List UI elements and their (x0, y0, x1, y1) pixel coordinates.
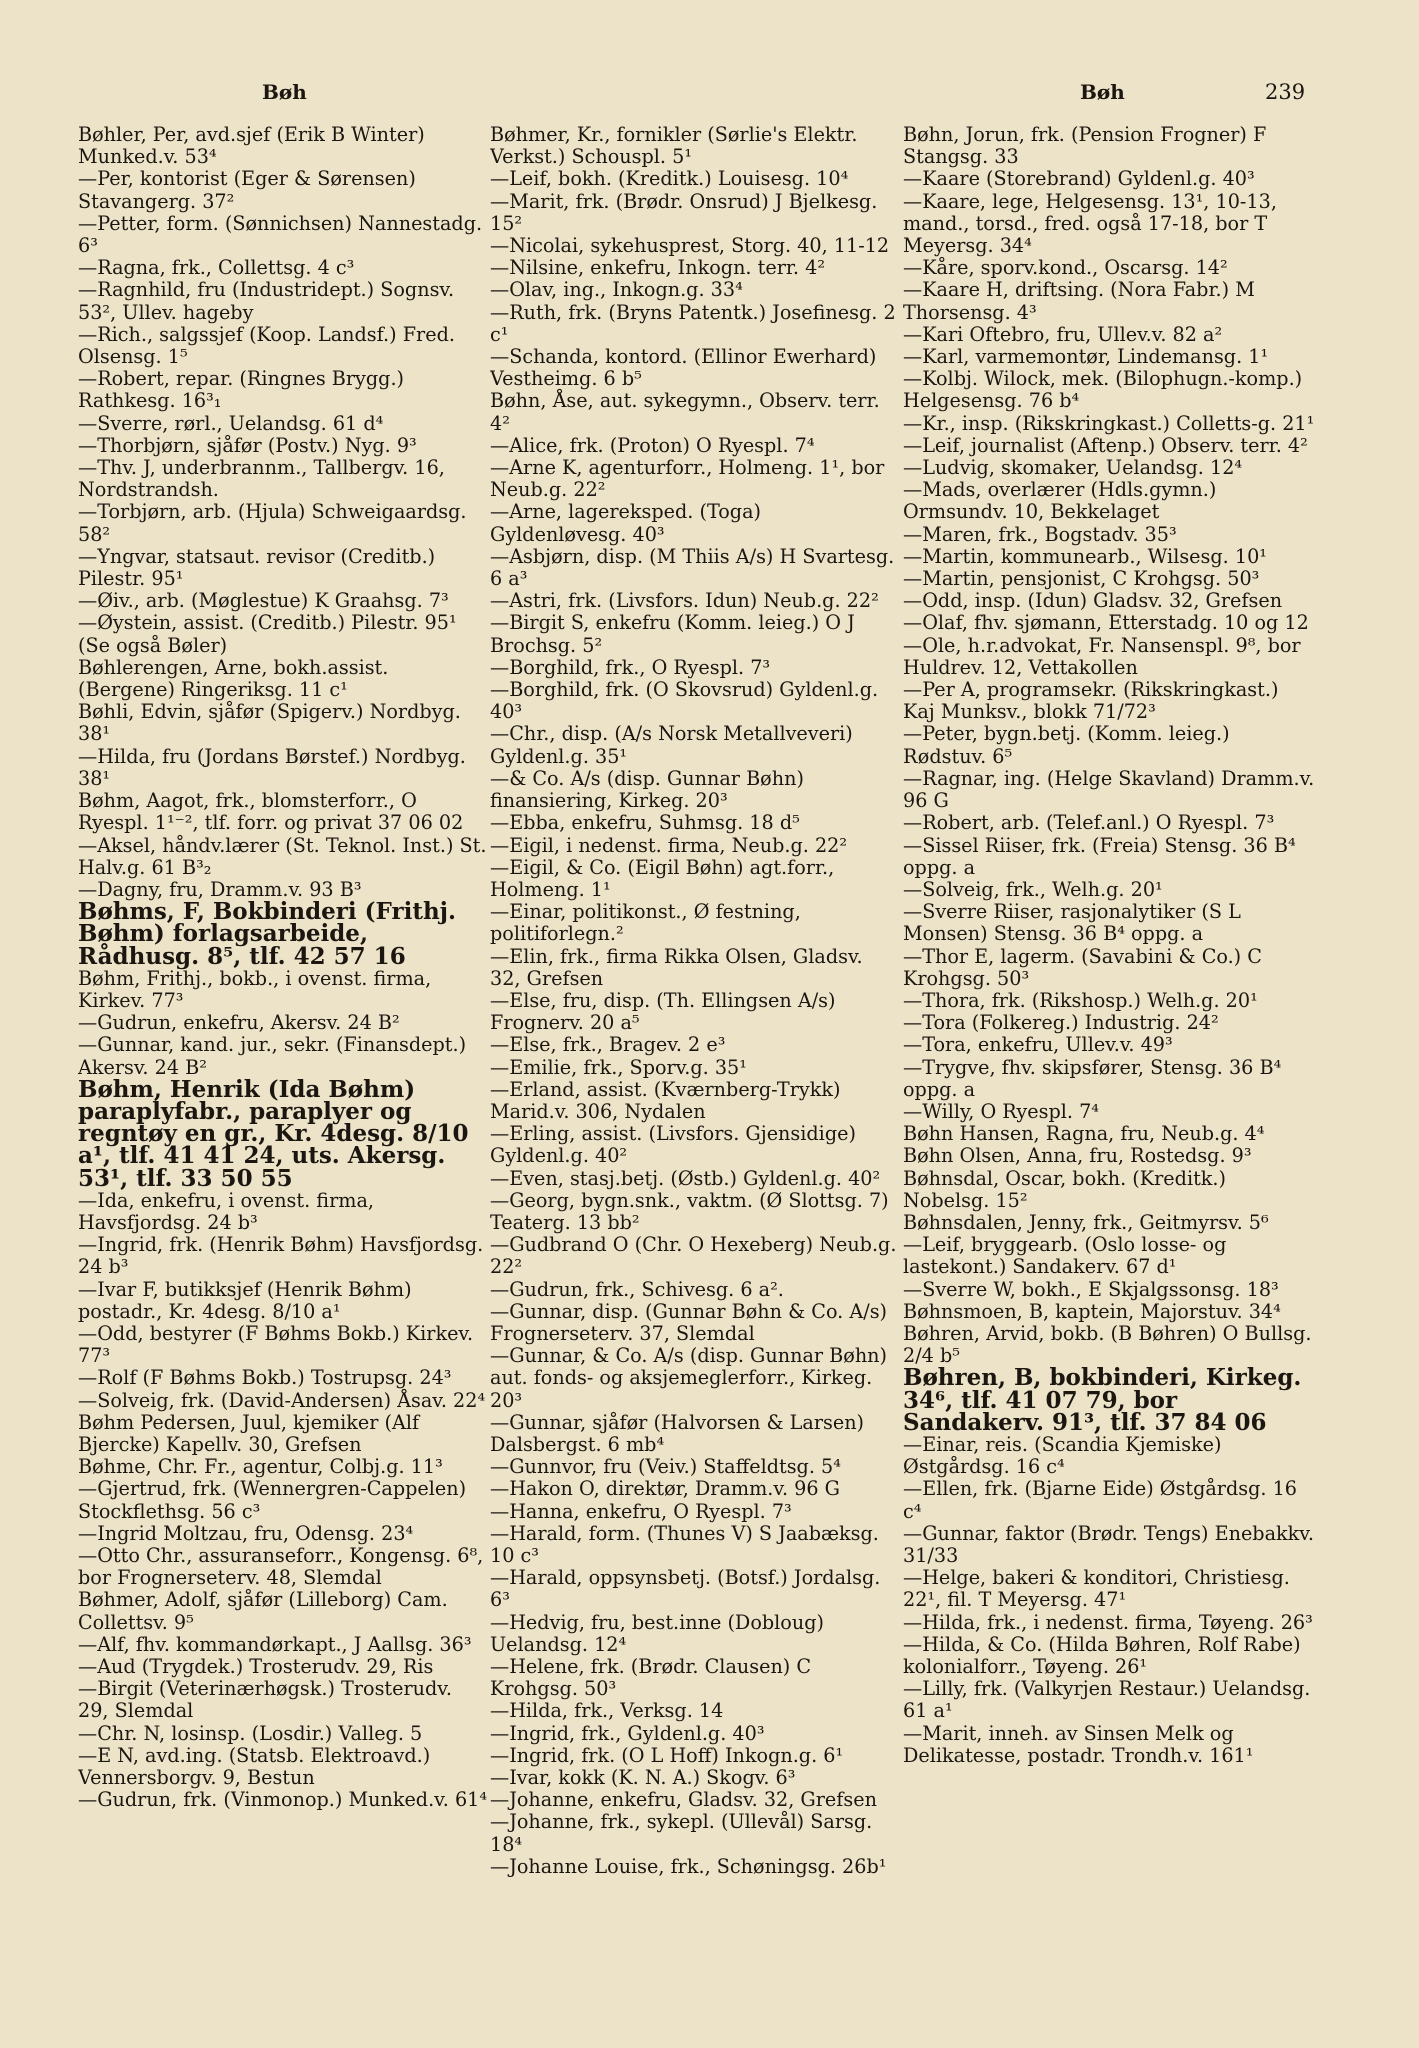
directory-entry: —Hilda, fru (Jordans Børstef.) Nordbyg. 38¹ (78, 744, 466, 790)
directory-entry: Bøhren, B, bokbinderi, Kirkeg. 34⁶, tlf. 41 07 79, bor Sandakerv. 91³, tlf. 37 84 06 (903, 1364, 1302, 1436)
directory-entry: —Petter, form. (Sønnichsen) Nannestadg. 6³ (78, 211, 483, 258)
directory-entry: —Asbjørn, disp. (M Thiis A/s) H Svartesg. 6 a³ (490, 544, 895, 591)
directory-entry: —Gunnar, kand. jur., sekr. (Finansdept.) Akersv. 24 B² (78, 1033, 467, 1079)
directory-entry: —Hedvig, fru, best.inne (Dobloug) Uelandsg. 12⁴ (490, 1610, 824, 1656)
directory-entry: —Maren, frk., Bogstadv. 35³ (903, 522, 1177, 546)
column-2 (490, 124, 898, 2024)
directory-entry: —Per A, programsekr. (Rikskringkast.) Kaj Munksv., blokk 71/72³ (903, 678, 1279, 724)
directory-entry: —Arne K, agenturforr., Holmeng. 1¹, bor Neub.g. 22² (490, 456, 885, 502)
directory-entry: Bøhme, Chr. Fr., agentur, Colbj.g. 11³ (78, 1455, 443, 1479)
directory-entry: —Ingrid, frk., Gyldenl.g. 40³ (490, 1721, 765, 1745)
directory-entry: —Erling, assist. (Livsfors. Gjensidige) Gyldenl.g. 40² (490, 1122, 856, 1168)
directory-entry: —Sverre Riiser, rasjonalytiker (S L Monsen) Stensg. 36 B⁴ oppg. a (903, 900, 1241, 946)
directory-entry: —Gunnar, disp. (Gunnar Bøhn & Co. A/s) Frognerseterv. 37, Slemdal (490, 1299, 888, 1345)
directory-entry: —Ivar, kokk (K. N. A.) Skogv. 6³ (490, 1766, 796, 1790)
directory-entry: Bøhli, Edvin, sjåfør (Spigerv.) Nordbyg. 38¹ (78, 700, 461, 746)
directory-entry: —E N, avd.ing. (Statsb. Elektroavd.) Vennersborgv. 9, Bestun (78, 1743, 431, 1790)
directory-entry: —Dagny, fru, Dramm.v. 93 B³ (78, 877, 362, 901)
column-1 (78, 124, 488, 2024)
directory-entry: —Aksel, håndv.lærer (St. Teknol. Inst.) St. Halv.g. 61 B³₂ (78, 833, 487, 879)
directory-entry: —Marit, frk. (Brødr. Onsrud) J Bjelkesg. 15² (490, 189, 878, 235)
directory-entry: —Aud (Trygdek.) Trosterudv. 29, Ris (78, 1655, 434, 1679)
directory-entry: —Solveig, frk. (David-Andersen) Åsav. 22⁴ (78, 1388, 486, 1412)
directory-entry: —Arne, lagereksped. (Toga) Gyldenløvesg. 40³ (490, 500, 762, 546)
directory-entry: Bøhn, Jorun, frk. (Pension Frogner) F Stangsg. 33 (903, 124, 1267, 169)
directory-entry: —Ingrid, frk. (Henrik Bøhm) Havsfjordsg. 24 b³ (78, 1233, 484, 1279)
directory-entry: —Ida, enkefru, i ovenst. firma, Havsfjordsg. 24 b³ (78, 1188, 375, 1234)
directory-entry: —Yngvar, statsaut. revisor (Creditb.) Pilestr. 95¹ (78, 544, 436, 591)
directory-entry: —Øystein, assist. (Creditb.) Pilestr. 95¹ (Se også Bøler) (78, 611, 457, 657)
directory-entry: Bøhm, Aagot, frk., blomsterforr., O Ryespl. 1¹⁻², tlf. forr. og privat 37 06 02 (78, 789, 464, 835)
directory-entry: —Hilda, & Co. (Hilda Bøhren, Rolf Rabe) kolonialforr., Tøyeng. 26¹ (903, 1632, 1301, 1679)
directory-entry: —Gunnar, faktor (Brødr. Tengs) Enebakkv. 31/33 (903, 1521, 1314, 1567)
directory-entry: —Olav, ing., Inkogn.g. 33⁴ (490, 278, 743, 302)
directory-entry: —Chr., disp. (A/s Norsk Metallveveri) Gyldenl.g. 35¹ (490, 722, 853, 768)
directory-entry: —Thorbjørn, sjåfør (Postv.) Nyg. 9³ (78, 433, 417, 457)
directory-entry: —Gudbrand O (Chr. O Hexeberg) Neub.g. 22² (490, 1233, 897, 1279)
directory-entry: —Gudrun, enkefru, Akersv. 24 B² (78, 1011, 400, 1035)
directory-entry: —Øiv., arb. (Møglestue) K Graahsg. 7³ (78, 589, 449, 613)
directory-entry: —Ebba, enkefru, Suhmsg. 18 d⁵ (490, 811, 800, 835)
directory-entry: —Johanne, enkefru, Gladsv. 32, Grefsen (490, 1788, 877, 1812)
directory-entry: —Kaare, lege, Helgesensg. 13¹, 10-13, mand., torsd., fred. også 17-18, bor T Meyersg. 34⁴ (903, 189, 1277, 258)
directory-entry: Bøhnsmoen, B, kaptein, Majorstuv. 34⁴ (903, 1299, 1281, 1323)
directory-entry: —Mads, overlærer (Hdls.gymn.) Ormsundv. 10, Bekkelaget (903, 478, 1217, 524)
directory-entry: —Ivar F, butikksjef (Henrik Bøhm) postadr., Kr. 4desg. 8/10 a¹ (78, 1277, 412, 1323)
directory-entry: —Olaf, fhv. sjømann, Etterstadg. 10 og 12 (903, 611, 1309, 635)
directory-entry: —Helge, bakeri & konditori, Christiesg. 22¹, fil. T Meyersg. 47¹ (903, 1566, 1290, 1612)
directory-entry: —Schanda, kontord. (Ellinor Ewerhard) Vestheimg. 6 b⁵ (490, 345, 877, 391)
directory-entry: —Peter, bygn.betj. (Komm. leieg.) Rødstuv. 6⁵ (903, 722, 1230, 768)
directory-entry: —Leif, bokh. (Kreditk.) Louisesg. 10⁴ (490, 167, 849, 191)
directory-entry: —Eigil, & Co. (Eigil Bøhn) agt.forr., Holmeng. 1¹ (490, 855, 835, 901)
directory-entry: —Kåre, sporv.kond., Oscarsg. 14² (903, 256, 1228, 280)
directory-entry: —Alice, frk. (Proton) O Ryespl. 7⁴ (490, 433, 815, 457)
directory-entry: —Hilda, frk., i nedenst. firma, Tøyeng. 26³ (903, 1610, 1313, 1634)
directory-entry: Bøhler, Per, avd.sjef (Erik B Winter) Munked.v. 53⁴ (78, 124, 425, 169)
directory-entry: Bøhm, Henrik (Ida Bøhm) paraplyfabr., paraplyer og regntøy en gr., Kr. 4desg. 8/10 a¹, tlf. 41 41 24, uts. Akersg. 53¹, tlf. 33 50 55 (78, 1075, 469, 1192)
directory-entry: —Rich., salgssjef (Koop. Landsf.) Fred. Olsensg. 1⁵ (78, 322, 455, 369)
directory-entry: —Lilly, frk. (Valkyrjen Restaur.) Uelandsg. 61 a¹ (903, 1677, 1311, 1723)
header-center: Bøh (1080, 80, 1125, 104)
directory-entry: —Eigil, i nedenst. firma, Neub.g. 22² (490, 833, 848, 857)
directory-entry: Bøhn Hansen, Ragna, fru, Neub.g. 4⁴ (903, 1122, 1265, 1146)
column-3 (903, 124, 1315, 2024)
directory-entry: —Willy, O Ryespl. 7⁴ (903, 1099, 1099, 1123)
directory-entry: —Ingrid Moltzau, fru, Odensg. 23⁴ (78, 1521, 414, 1545)
directory-entry: —Robert, repar. (Ringnes Brygg.) Rathkesg. 16³₁ (78, 367, 405, 413)
directory-entry: —Harald, oppsynsbetj. (Botsf.) Jordalsg. 6³ (490, 1566, 881, 1612)
directory-entry: —Harald, form. (Thunes V) S Jaabæksg. 10 c³ (490, 1521, 879, 1567)
directory-entry: —Ludvig, skomaker, Uelandsg. 12⁴ (903, 456, 1243, 480)
directory-entry: —Kr., insp. (Rikskringkast.) Colletts-g. 21¹ (903, 411, 1315, 435)
directory-entry: —Odd, insp. (Idun) Gladsv. 32, Grefsen (903, 589, 1283, 613)
directory-entry: —Gudrun, frk., Schivesg. 6 a². (490, 1277, 784, 1301)
directory-entry: —Ingrid, frk. (O L Hoff) Inkogn.g. 6¹ (490, 1743, 844, 1767)
directory-entry: —Thv. J, underbrannm., Tallbergv. 16, Nordstrandsh. (78, 456, 445, 502)
directory-entry: —Einar, reis. (Scandia Kjemiske) Østgårdsg. 16 c⁴ (903, 1432, 1222, 1479)
directory-entry: Bøhlerengen, Arne, bokh.assist. (Bergene) Ringeriksg. 11 c¹ (78, 655, 389, 702)
directory-entry: —Birgit (Veterinærhøgsk.) Trosterudv. 29, Slemdal (78, 1677, 452, 1723)
directory-entry: —Karl, varmemontør, Lindemansg. 1¹ (903, 345, 1269, 369)
directory-entry: —Gunnar, sjåfør (Halvorsen & Larsen) Dalsbergst. 6 mb⁴ (490, 1410, 865, 1456)
directory-entry: —Johanne Louise, frk., Schøningsg. 26b¹ (490, 1854, 887, 1878)
directory-entry: —Gudrun, frk. (Vinmonop.) Munked.v. 61⁴ (78, 1788, 488, 1812)
directory-entry: —Rolf (F Bøhms Bokb.) Tostrupsg. 24³ (78, 1366, 452, 1390)
directory-entry: —Even, stasj.betj. (Østb.) Gyldenl.g. 40² (490, 1166, 881, 1190)
directory-entry: —Ragnar, ing. (Helge Skavland) Dramm.v. 96 G (903, 766, 1315, 813)
directory-entry: —Einar, politikonst., Ø festning, politiforlegn.² (490, 900, 801, 946)
directory-entry: Bøhnsdalen, Jenny, frk., Geitmyrsv. 5⁶ (903, 1210, 1269, 1234)
directory-entry: —Sissel Riiser, frk. (Freia) Stensg. 36 B⁴ oppg. a (903, 833, 1296, 879)
directory-entry: Bøhm Pedersen, Juul, kjemiker (Alf Bjercke) Kapellv. 30, Grefsen (78, 1410, 420, 1456)
header-left: Bøh (262, 80, 307, 104)
directory-entry: —Martin, pensjonist, C Krohgsg. 50³ (903, 567, 1260, 591)
directory-entry: —Chr. N, losinsp. (Losdir.) Valleg. 5 (78, 1721, 423, 1745)
directory-entry: —Hakon O, direktør, Dramm.v. 96 G (490, 1477, 840, 1501)
directory-entry: —Borghild, frk., O Ryespl. 7³ (490, 655, 771, 679)
directory-entry: —Johanne, frk., sykepl. (Ullevål) Sarsg. 18⁴ (490, 1810, 873, 1856)
directory-entry: —Birgit S, enkefru (Komm. leieg.) O J Brochsg. 5² (490, 611, 855, 657)
directory-entry: Bøhnsdal, Oscar, bokh. (Kreditk.) Nobelsg. 15² (903, 1166, 1227, 1212)
directory-entry: —Kaare (Storebrand) Gyldenl.g. 40³ (903, 167, 1255, 191)
directory-entry: —Nicolai, sykehusprest, Storg. 40, 11-12 (490, 234, 890, 258)
directory-entry: —Elin, frk., firma Rikka Olsen, Gladsv. 32, Grefsen (490, 944, 863, 990)
directory-entry: Bøhmer, Kr., fornikler (Sørlie's Elektr. Verkst.) Schouspl. 5¹ (490, 124, 858, 169)
directory-entry: —Sverre W, bokh., E Skjalgssonsg. 18³ (903, 1277, 1279, 1301)
directory-entry: —Gjertrud, frk. (Wennergren-Cappelen) Stockflethsg. 56 c³ (78, 1477, 467, 1523)
directory-entry: Bøhm, Frithj., bokb., i ovenst. firma, Kirkev. 77³ (78, 966, 432, 1012)
directory-entry: —Ragna, frk., Collettsg. 4 c³ (78, 256, 355, 280)
directory-entry: —Kari Oftebro, fru, Ullev.v. 82 a² (903, 322, 1223, 346)
directory-entry: —Alf, fhv. kommandørkapt., J Aallsg. 36³ (78, 1632, 472, 1656)
directory-entry: —Robert, arb. (Telef.anl.) O Ryespl. 7³ (903, 811, 1275, 835)
directory-entry: —Ragnhild, fru (Industridept.) Sognsv. 53², Ullev. hageby (78, 278, 455, 324)
directory-entry: —Gunnvor, fru (Veiv.) Staffeldtsg. 5⁴ (490, 1455, 841, 1479)
directory-entry: —Leif, bryggearb. (Oslo losse- og lastekont.) Sandakerv. 67 d¹ (903, 1233, 1227, 1279)
directory-entry: —Martin, kommunearb., Wilsesg. 10¹ (903, 544, 1267, 568)
directory-entry: —Else, frk., Bragev. 2 e³ (490, 1033, 726, 1057)
directory-entry: —Kaare H, driftsing. (Nora Fabr.) M Thorsensg. 4³ (903, 278, 1255, 324)
directory-entry: —Emilie, frk., Sporv.g. 35¹ (490, 1055, 747, 1079)
page-number: 239 (1265, 80, 1306, 104)
directory-entry: —Helene, frk. (Brødr. Clausen) C Krohgsg. 50³ (490, 1655, 812, 1701)
directory-entry: —Marit, inneh. av Sinsen Melk og Delikatesse, postadr. Trondh.v. 161¹ (903, 1721, 1254, 1767)
directory-entry: Bøhren, Arvid, bokb. (B Bøhren) O Bullsg. 2/4 b⁵ (903, 1321, 1312, 1368)
directory-entry: —Sverre, rørl., Uelandsg. 61 d⁴ (78, 411, 384, 435)
directory-entry: —Torbjørn, arb. (Hjula) Schweigaardsg. 58² (78, 500, 467, 546)
directory-entry: —Tora (Folkereg.) Industrig. 24² (903, 1011, 1219, 1035)
directory-entry: —Kolbj. Wilock, mek. (Bilophugn.-komp.) Helgesensg. 76 b⁴ (903, 367, 1303, 413)
directory-entry: —Tora, enkefru, Ullev.v. 49³ (903, 1033, 1173, 1057)
directory-entry: Bøhn Olsen, Anna, fru, Rostedsg. 9³ (903, 1144, 1252, 1168)
directory-entry: —Trygve, fhv. skipsfører, Stensg. 36 B⁴ oppg. a (903, 1055, 1282, 1101)
directory-entry: —Gunnar, & Co. A/s (disp. Gunnar Bøhn) aut. fonds- og aksjemeglerforr., Kirkeg. 20³ (490, 1344, 888, 1412)
directory-entry: —Hilda, frk., Verksg. 14 (490, 1699, 724, 1723)
directory-entry: —Hanna, enkefru, O Ryespl. 7³ (490, 1499, 792, 1523)
directory-entry: —Odd, bestyrer (F Bøhms Bokb.) Kirkev. 77³ (78, 1321, 474, 1368)
directory-entry: —Erland, assist. (Kværnberg-Trykk) Marid.v. 306, Nydalen (490, 1077, 841, 1123)
directory-entry: Bøhmer, Adolf, sjåfør (Lilleborg) Cam. Collettsv. 9⁵ (78, 1588, 448, 1634)
directory-entry: —Nilsine, enkefru, Inkogn. terr. 4² (490, 256, 826, 280)
directory-entry: —Thora, frk. (Rikshosp.) Welh.g. 20¹ (903, 988, 1258, 1012)
directory-entry: —Ellen, frk. (Bjarne Eide) Østgårdsg. 16 c⁴ (903, 1477, 1298, 1523)
directory-entry: —Ruth, frk. (Bryns Patentk.) Josefinesg. 2 c¹ (490, 300, 896, 346)
directory-entry: —Solveig, frk., Welh.g. 20¹ (903, 877, 1163, 901)
directory-entry: —Astri, frk. (Livsfors. Idun) Neub.g. 22² (490, 589, 879, 613)
directory-entry: Bøhms, F, Bokbinderi (Frithj. Bøhm) forlagsarbeide, Rådhusg. 8⁵, tlf. 42 57 16 (78, 898, 457, 970)
directory-entry: —Georg, bygn.snk., vaktm. (Ø Slottsg. 7) Teaterg. 13 bb² (490, 1188, 889, 1234)
directory-entry: —Ole, h.r.advokat, Fr. Nansenspl. 9⁸, bor Huldrev. 12, Vettakollen (903, 633, 1301, 679)
directory-entry: —Else, fru, disp. (Th. Ellingsen A/s) Frognerv. 20 a⁵ (490, 988, 836, 1035)
directory-entry: —Thor E, lagerm. (Savabini & Co.) C Krohgsg. 50³ (903, 944, 1262, 990)
directory-entry: —Borghild, frk. (O Skovsrud) Gyldenl.g. 40³ (490, 678, 879, 724)
directory-entry: —Otto Chr., assuranseforr., Kongensg. 6⁸, bor Frognerseterv. 48, Slemdal (78, 1544, 484, 1590)
directory-entry: Bøhn, Åse, aut. sykegymn., Observ. terr. 4² (490, 389, 880, 435)
directory-entry: —Leif, journalist (Aftenp.) Observ. terr. 4² (903, 433, 1308, 457)
directory-entry: —& Co. A/s (disp. Gunnar Bøhn) finansiering, Kirkeg. 20³ (490, 766, 804, 813)
directory-entry: —Per, kontorist (Eger & Sørensen) Stavangerg. 37² (78, 167, 416, 213)
